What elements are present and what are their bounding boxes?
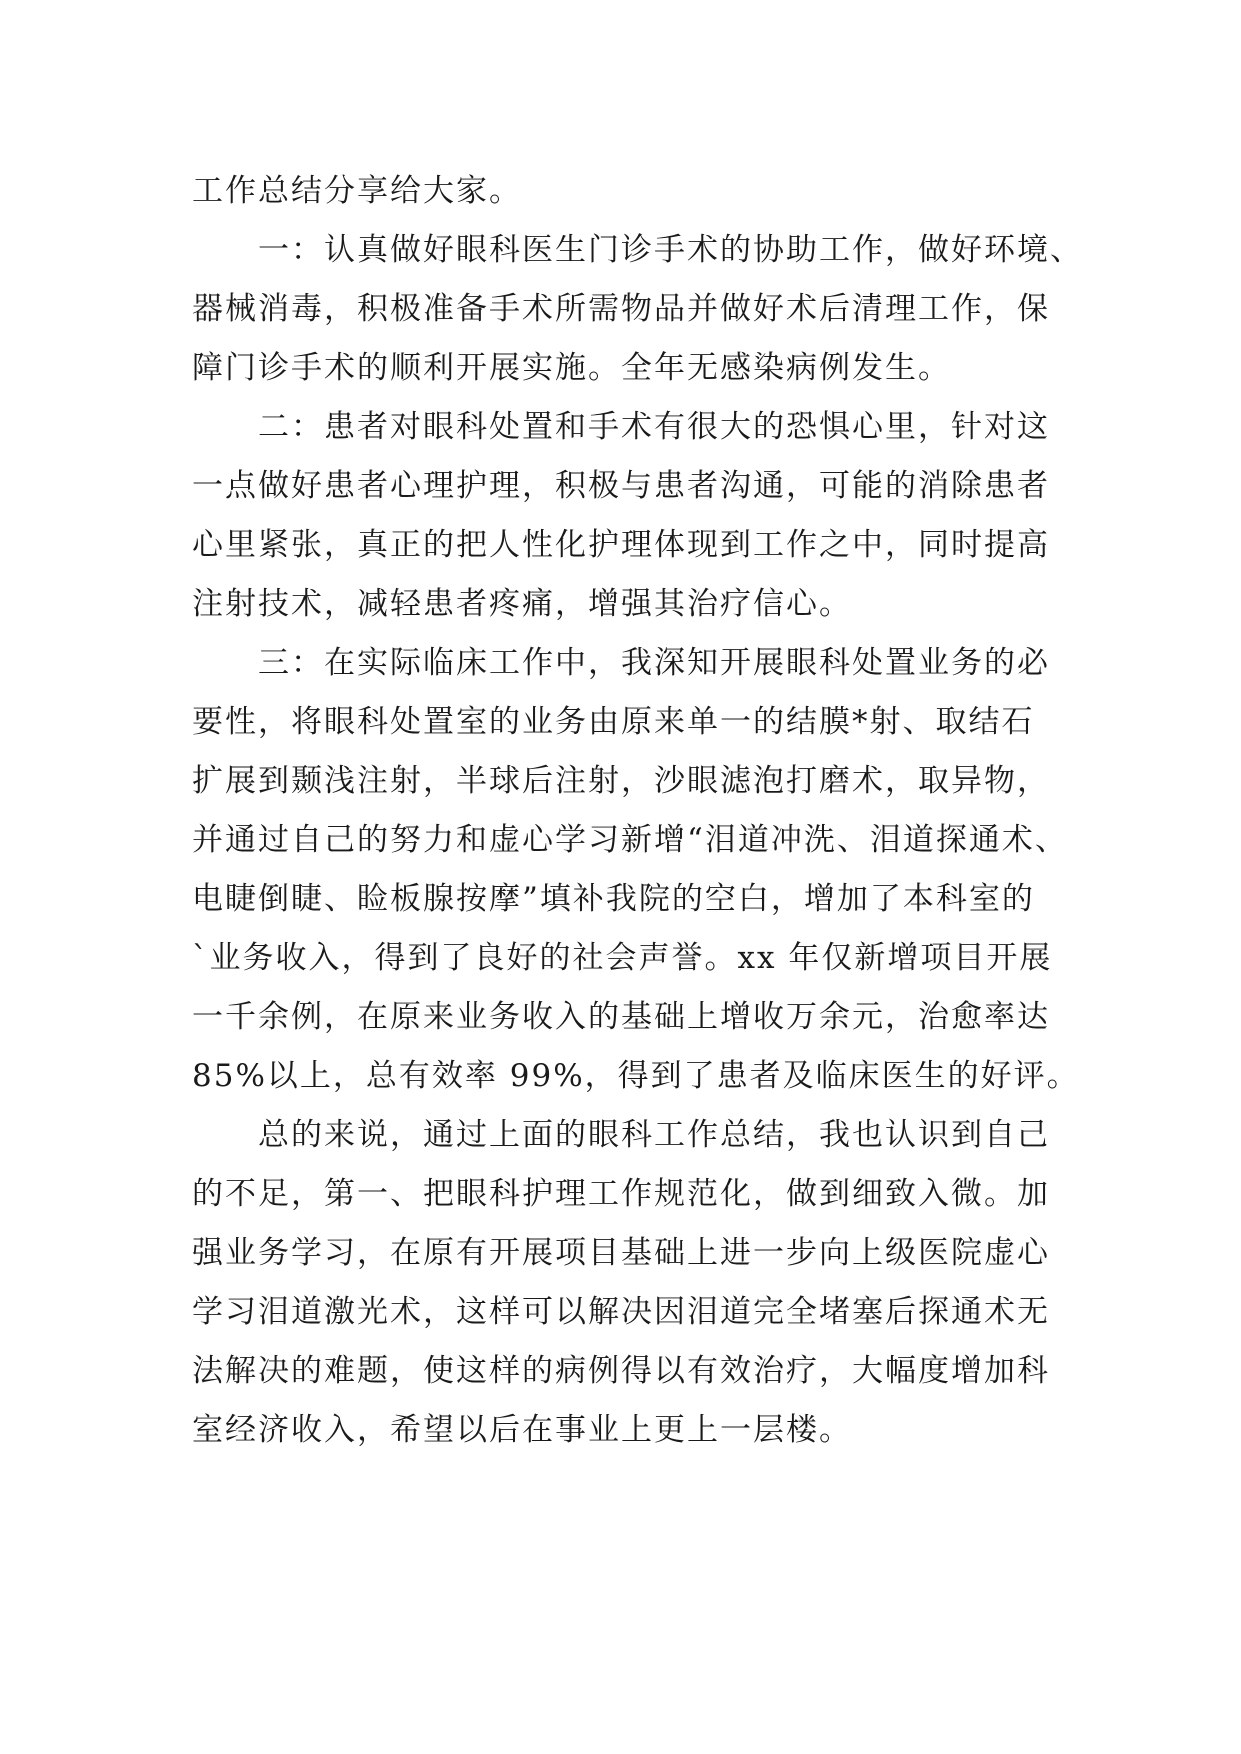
- text-line: 总的来说，通过上面的眼科工作总结，我也认识到自己: [258, 1117, 1050, 1153]
- text-line: 的不足，第一、把眼科护理工作规范化，做到细致入微。加: [192, 1176, 1050, 1212]
- text-line: 工作总结分享给大家。: [192, 173, 522, 209]
- text-line: 注射技术，减轻患者疼痛，增强其治疗信心。: [192, 586, 852, 622]
- text-line: 85%以上，总有效率 99%，得到了患者及临床医生的好评。: [192, 1058, 1080, 1094]
- text-line: 三：在实际临床工作中，我深知开展眼科处置业务的必: [258, 645, 1050, 681]
- text-line: 电睫倒睫、睑板腺按摩”填补我院的空白，增加了本科室的: [192, 881, 1035, 917]
- text-line: 扩展到颞浅注射，半球后注射，沙眼滤泡打磨术，取异物，: [192, 763, 1050, 799]
- text-line: 一点做好患者心理护理，积极与患者沟通，可能的消除患者: [192, 468, 1050, 504]
- text-line: 二：患者对眼科处置和手术有很大的恐惧心里，针对这: [258, 409, 1050, 445]
- text-line: `业务收入，得到了良好的社会声誉。xx 年仅新增项目开展: [192, 940, 1053, 976]
- text-line: 强业务学习，在原有开展项目基础上进一步向上级医院虚心: [192, 1235, 1050, 1271]
- text-line: 一：认真做好眼科医生门诊手术的协助工作，做好环境、: [258, 232, 1083, 268]
- text-line: 障门诊手术的顺利开展实施。全年无感染病例发生。: [192, 350, 951, 386]
- text-line: 学习泪道激光术，这样可以解决因泪道完全堵塞后探通术无: [192, 1294, 1050, 1330]
- text-line: 一千余例，在原来业务收入的基础上增收万余元，治愈率达: [192, 999, 1050, 1035]
- text-line: 法解决的难题，使这样的病例得以有效治疗，大幅度增加科: [192, 1353, 1050, 1389]
- text-line: 要性，将眼科处置室的业务由原来单一的结膜*射、取结石: [192, 704, 1035, 740]
- text-line: 室经济收入，希望以后在事业上更上一层楼。: [192, 1412, 852, 1448]
- text-line: 心里紧张，真正的把人性化护理体现到工作之中，同时提高: [192, 527, 1050, 563]
- text-line: 器械消毒，积极准备手术所需物品并做好术后清理工作，保: [192, 291, 1050, 327]
- document-body: [192, 162, 1083, 1460]
- text-line: 并通过自己的努力和虚心学习新增“泪道冲洗、泪道探通术、: [192, 822, 1068, 858]
